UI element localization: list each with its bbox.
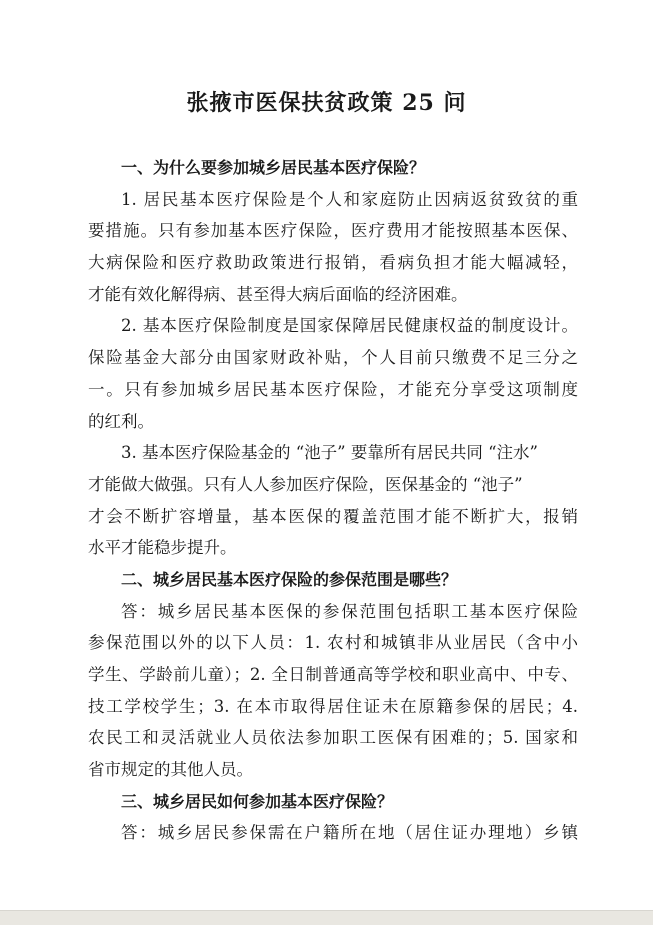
paragraph-line: 水平才能稳步提升。 [88, 538, 237, 558]
paragraph-line: 答：城乡居民参保需在户籍所在地（居住证办理地）乡镇 [121, 823, 578, 843]
paragraph-line: 答：城乡居民基本医保的参保范围包括职工基本医疗保险 [121, 601, 578, 621]
paragraph-line: 才能有效化解得病、甚至得大病后面临的经济困难。 [88, 284, 468, 304]
paragraph-line: 2. 基本医疗保险制度是国家保障居民健康权益的制度设计。 [121, 316, 578, 336]
paragraph-line: 保险基金大部分由国家财政补贴，个人目前只缴费不足三分之 [88, 348, 578, 368]
paragraph-line: 农民工和灵活就业人员依法参加职工医保有困难的；5. 国家和 [88, 728, 578, 748]
paragraph-line: 的红利。 [88, 411, 154, 431]
paragraph-line: 才能做大做强。只有人人参加医疗保险，医保基金的 “池子” [88, 474, 523, 494]
document-title: 张掖市医保扶贫政策 25 问 [186, 90, 467, 116]
paragraph-line: 3. 基本医疗保险基金的 “池子” 要靠所有居民共同 “注水” [121, 443, 538, 463]
paragraph-line: 学生、学龄前儿童）；2. 全日制普通高等学校和职业高中、中专、 [88, 665, 578, 684]
paragraph-line: 参保范围以外的以下人员：1. 农村和城镇非从业居民（含中小 [88, 633, 578, 653]
document-body [88, 152, 578, 849]
paragraph-line: 要措施。只有参加基本医疗保险，医疗费用才能按照基本医保、 [88, 221, 578, 241]
viewer-bottom-edge [0, 910, 653, 925]
paragraph-line: 大病保险和医疗救助政策进行报销，看病负担才能大幅减轻， [88, 253, 578, 273]
paragraph-line: 一。只有参加城乡居民基本医疗保险，才能充分享受这项制度 [88, 379, 578, 399]
paragraph-line: 技工学校学生；3. 在本市取得居住证未在原籍参保的居民；4. [88, 696, 578, 716]
section-heading-2: 二、城乡居民基本医疗保险的参保范围是哪些？ [121, 569, 458, 589]
paragraph-line: 省市规定的其他人员。 [88, 760, 253, 780]
section-heading-1: 一、为什么要参加城乡居民基本医疗保险？ [121, 158, 426, 177]
paragraph-line: 才会不断扩容增量，基本医保的覆盖范围才能不断扩大，报销 [88, 506, 578, 526]
paragraph-line: 1. 居民基本医疗保险是个人和家庭防止因病返贫致贫的重 [121, 189, 578, 209]
section-heading-3: 三、城乡居民如何参加基本医疗保险？ [121, 791, 394, 811]
